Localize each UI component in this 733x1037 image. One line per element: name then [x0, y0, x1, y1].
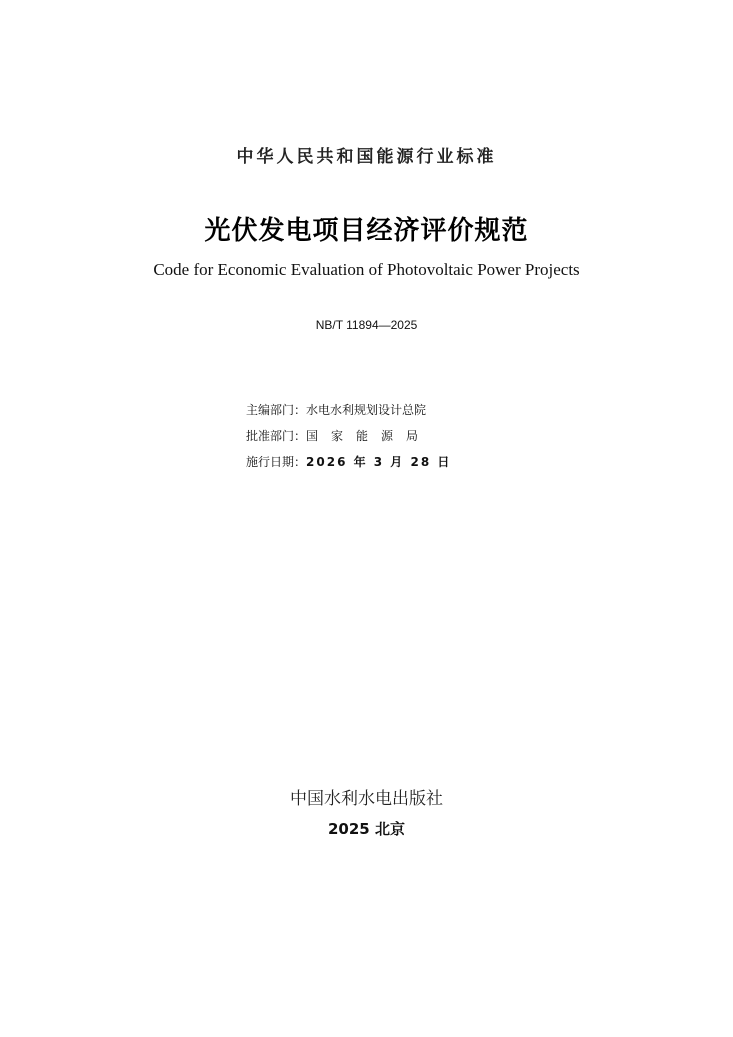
approving-department-row — [246, 427, 431, 444]
effective-date-value: 2026 年 3 月 28 日 — [306, 455, 452, 469]
effective-date-row — [246, 453, 451, 470]
standard-category: 中华人民共和国能源行业标准 — [236, 147, 497, 167]
approving-department-label: 批准部门： — [246, 429, 307, 443]
document-title-english: Code for Economic Evaluation of Photovoltaic Power Projects — [153, 260, 580, 279]
editor-department-label: 主编部门： — [246, 403, 307, 417]
editor-department-value: 水电水利规划设计总院 — [306, 403, 427, 417]
standard-number: NB/T 11894—2025 — [315, 318, 418, 332]
publication-year-place: 2025 北京 — [328, 820, 405, 838]
effective-date-label: 施行日期： — [246, 455, 307, 469]
approving-department-value: 国家能源局 — [306, 429, 432, 443]
publisher-name: 中国水利水电出版社 — [290, 789, 443, 809]
document-title-chinese: 光伏发电项目经济评价规范 — [204, 216, 529, 246]
editor-department-row — [246, 401, 426, 418]
